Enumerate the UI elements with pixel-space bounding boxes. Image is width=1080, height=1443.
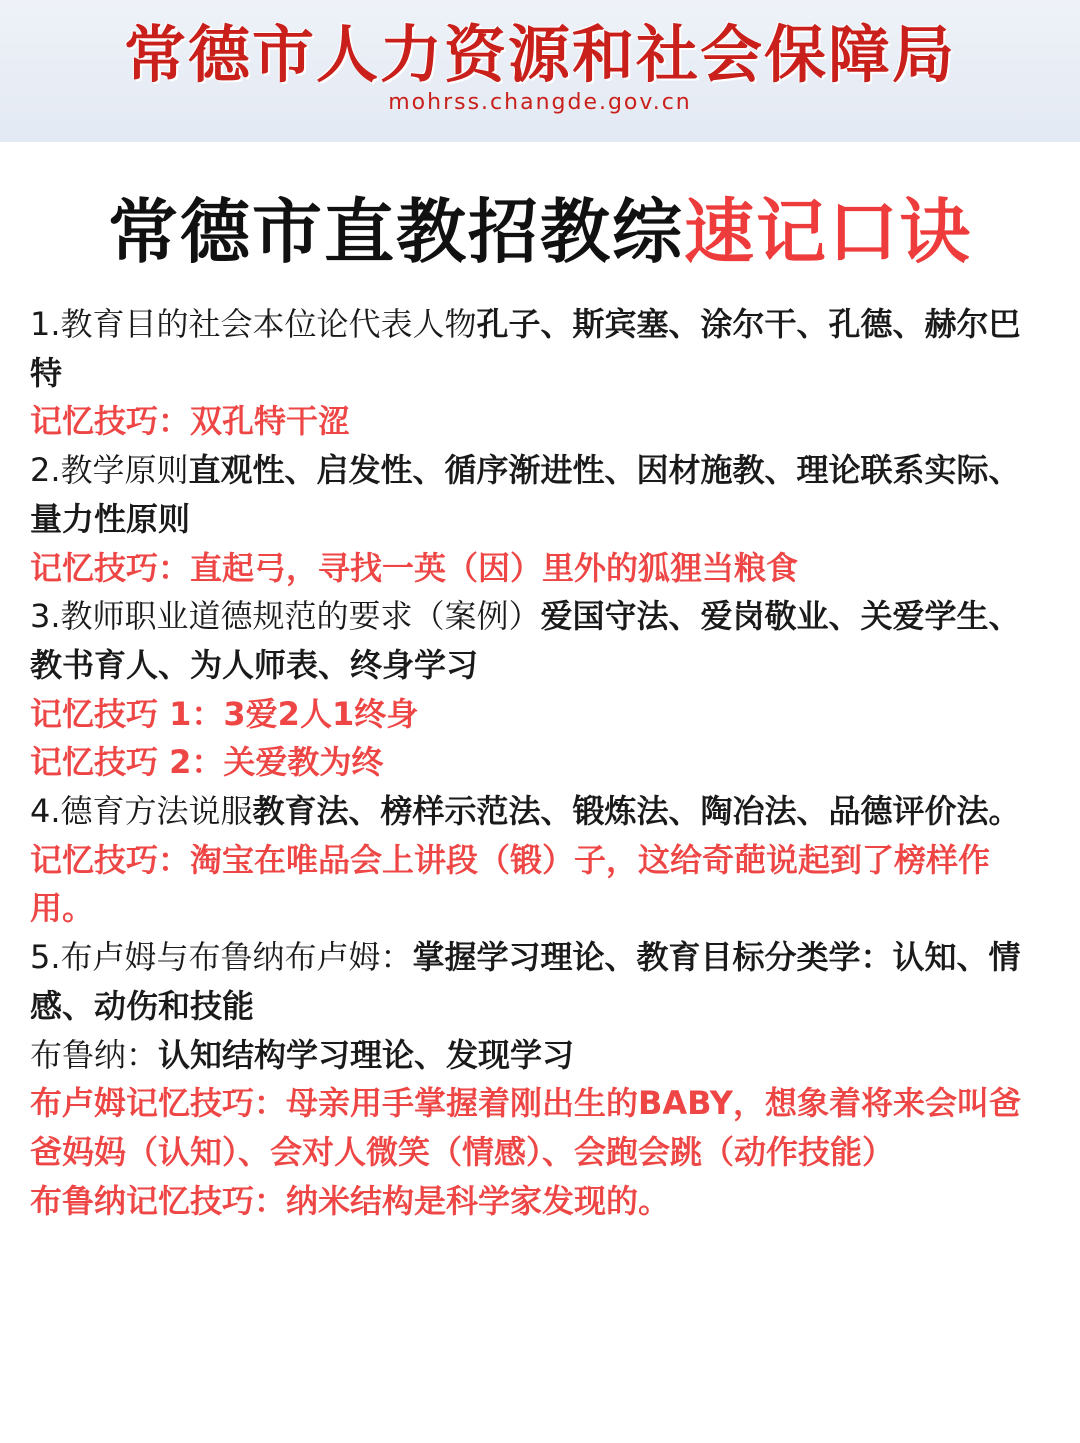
item-5-lead: 5.布卢姆与布鲁纳布卢姆：: [30, 938, 413, 977]
item-5-bruner-lead: 布鲁纳：: [30, 1035, 159, 1074]
item-1-points: 孔子、斯宾塞、涂尔干、孔德、赫尔巴特: [30, 305, 1021, 392]
bureau-url: mohrss.changde.gov.cn: [388, 90, 692, 115]
item-2-tip: 记忆技巧：直起弓，寻找一英（因）里外的狐狸当粮食: [30, 548, 799, 587]
item-5-bruner-points: 认知结构学习理论、发现学习: [158, 1035, 575, 1074]
item-2-points: 直观性、启发性、循序渐进性、因材施教、理论联系实际、量力性原则: [30, 451, 1021, 538]
item-3-tip-1: 记忆技巧 1：3爱2人1终身: [30, 694, 419, 733]
item-4: [30, 787, 1050, 836]
mnemonic-list: [0, 300, 1080, 1225]
item-5-points: 掌握学习理论、教育目标分类学：认知、情感、动伤和技能: [30, 938, 1021, 1025]
item-4-tip: 记忆技巧：淘宝在唯品会上讲段（锻）子，这给奇葩说起到了榜样作用。: [30, 840, 991, 928]
item-1: [30, 300, 1050, 397]
item-5-tip-bruner: 布鲁纳记忆技巧：纳米结构是科学家发现的。: [30, 1181, 671, 1220]
item-3: [30, 592, 1050, 689]
item-5-bruner: [30, 1031, 1050, 1080]
item-4-points: 教育法、榜样示范法、锻炼法、陶冶法、品德评价法。: [252, 792, 1021, 831]
item-1-tip: 记忆技巧：双孔特干涩: [30, 402, 351, 441]
page-title-main: 常德市直教招教综: [108, 191, 684, 273]
item-3-points: 爱国守法、爱岗敬业、关爱学生、教书育人、为人师表、终身学习: [30, 597, 1021, 684]
item-3-lead: 3.教师职业道德规范的要求（案例）: [30, 597, 541, 636]
header-banner: [0, 0, 1080, 142]
item-5-tip-bloom: 布卢姆记忆技巧：母亲用手掌握着刚出生的BABY，想象着将来会叫爸爸妈妈（认知）、会对人微笑（情感）、会跑会跳（动作技能）: [30, 1084, 1021, 1171]
item-2: [30, 446, 1050, 543]
item-5: [30, 933, 1050, 1030]
item-4-lead: 4.德育方法说服: [30, 792, 253, 831]
page-title: [0, 190, 1080, 274]
item-1-lead: 1.教育目的社会本位论代表人物: [30, 305, 477, 343]
item-3-tip-2: 记忆技巧 2：关爱教为终: [30, 743, 384, 782]
page-title-accent: 速记口诀: [684, 191, 972, 273]
bureau-title: 常德市人力资源和社会保障局: [123, 18, 956, 91]
item-2-lead: 2.教学原则: [30, 451, 189, 490]
